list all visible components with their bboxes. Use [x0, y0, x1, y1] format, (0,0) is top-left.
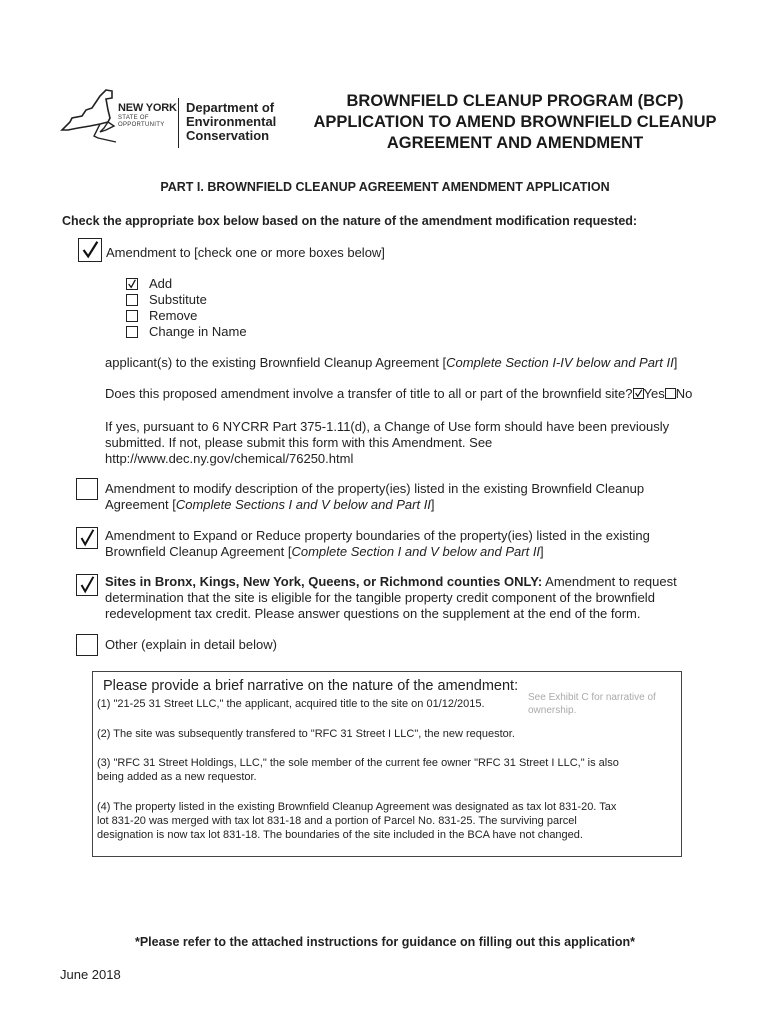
logo-department — [186, 101, 276, 143]
check-mark-icon — [79, 239, 101, 261]
narrative-paragraph-4 — [97, 800, 616, 842]
expand-line-1: Amendment to Expand or Reduce property boundaries of the property(ies) listed in the existing — [105, 528, 650, 543]
dept-line-3: Conservation — [186, 128, 270, 143]
amendment-to-checkbox[interactable] — [78, 238, 102, 262]
dept-line-2: Environmental — [186, 114, 277, 129]
logo-divider — [178, 98, 179, 148]
applicants-text-close: ] — [673, 355, 678, 370]
sites-tax-credit-checkbox[interactable] — [76, 574, 98, 596]
transfer-no-checkbox[interactable] — [665, 388, 676, 399]
substitute-option-label: Substitute — [149, 292, 207, 307]
narrative-heading: Please provide a brief narrative on the nature of the amendment: — [103, 678, 519, 694]
title-line-3: AGREEMENT AND AMENDMENT — [386, 134, 644, 152]
add-option-label: Add — [149, 276, 173, 291]
change-name-checkbox[interactable] — [126, 326, 138, 338]
expand-line-2-plain: Brownfield Cleanup Agreement [ — [105, 544, 292, 559]
logo-state-name: NEW YORK — [118, 102, 177, 114]
expand-reduce-text — [105, 528, 650, 560]
sites-tax-credit-text — [105, 574, 677, 622]
narrative-paragraph-3 — [97, 756, 619, 784]
sites-line-3: redevelopment tax credit. Please answer questions on the supplement at the end of the form. — [105, 606, 641, 621]
transfer-question — [105, 386, 692, 402]
modify-line-2-italic: Complete Sections I and V below and Part II — [175, 497, 431, 512]
other-label: Other (explain in detail below) — [105, 637, 277, 652]
logo-state-subtitle — [118, 115, 165, 128]
modify-line-2 — [105, 497, 644, 513]
add-checkbox[interactable] — [126, 278, 138, 290]
modify-description-checkbox[interactable] — [76, 478, 98, 500]
sites-line-1-bold: Sites in Bronx, Kings, New York, Queens, or Richmond counties ONLY: — [105, 574, 543, 589]
logo-sub-line-2: OPPORTUNITY — [118, 121, 165, 128]
change-name-option-label: Change in Name — [149, 324, 247, 339]
if-yes-line-1: If yes, pursuant to 6 NYCRR Part 375-1.11(d), a Change of Use form should have been previously — [105, 419, 670, 434]
transfer-yes-checkbox[interactable] — [633, 388, 644, 399]
modify-description-text — [105, 481, 644, 513]
check-mark-icon — [634, 389, 643, 398]
sites-line-1 — [105, 574, 677, 590]
change-of-use-link[interactable]: http://www.dec.ny.gov/chemical/76250.html — [105, 451, 354, 466]
applicants-text-italic: Complete Section I-IV below and Part II — [446, 355, 674, 370]
amendment-to-label: Amendment to [check one or more boxes below] — [106, 245, 385, 260]
expand-line-2-close: ] — [540, 544, 544, 559]
narrative-p4-line-1: (4) The property listed in the existing Brownfield Cleanup Agreement was designated as tax lot 831-20. Tax — [97, 801, 617, 813]
modify-line-1: Amendment to modify description of the property(ies) listed in the existing Brownfield Cleanup — [105, 481, 645, 496]
modify-line-2-plain: Agreement [ — [105, 497, 176, 512]
check-instruction: Check the appropriate box below based on the nature of the amendment modification requested: — [62, 214, 638, 228]
logo-sub-line-1: STATE OF — [118, 115, 149, 121]
sites-line-2: determination that the site is eligible for the tangible property credit component of the brownfield — [105, 590, 655, 605]
dept-line-1: Department of — [186, 100, 275, 115]
narrative-paragraph-2: (2) The site was subsequently transfered to "RFC 31 Street I LLC", the new requestor. — [97, 728, 515, 740]
check-mark-icon — [77, 575, 97, 595]
narrative-paragraph-1: (1) "21-25 31 Street LLC," the applicant, acquired title to the site on 01/12/2015. — [97, 698, 485, 710]
remove-option-label: Remove — [149, 308, 198, 323]
expand-reduce-checkbox[interactable] — [76, 527, 98, 549]
document-title — [285, 91, 745, 154]
if-yes-paragraph — [105, 419, 669, 467]
expand-line-2 — [105, 544, 650, 560]
new-york-state-map-icon — [60, 88, 118, 146]
modify-line-2-close: ] — [430, 497, 435, 512]
check-mark-icon — [127, 279, 137, 289]
instructions-note: *Please refer to the attached instructions for guidance on filling out this application* — [134, 935, 636, 949]
form-date: June 2018 — [60, 967, 121, 982]
if-yes-line-2: submitted. If not, please submit this form with this Amendment. See — [105, 435, 493, 450]
check-mark-icon — [77, 528, 97, 548]
transfer-question-text: Does this proposed amendment involve a transfer of title to all or part of the brownfield site? — [105, 386, 633, 401]
narrative-p4-line-3: designation is now tax lot 831-18. The boundaries of the site included in the BCA have not changed. — [97, 829, 583, 841]
narrative-handwritten-note: See Exhibit C for narrative of ownership. — [528, 692, 656, 716]
transfer-yes-label: Yes — [643, 386, 665, 401]
other-checkbox[interactable] — [76, 634, 98, 656]
narrative-p3-line-1: (3) "RFC 31 Street Holdings, LLC," the sole member of the current fee owner "RFC 31 Street I LLC," is also — [97, 757, 619, 769]
applicants-text-plain: applicant(s) to the existing Brownfield Cleanup Agreement [ — [105, 355, 447, 370]
title-line-1: BROWNFIELD CLEANUP PROGRAM (BCP) — [346, 92, 684, 110]
applicants-text — [105, 355, 677, 371]
part-heading: PART I. BROWNFIELD CLEANUP AGREEMENT AMENDMENT APPLICATION — [160, 180, 610, 194]
narrative-p3-line-2: being added as a new requestor. — [97, 771, 257, 783]
title-line-2: APPLICATION TO AMEND BROWNFIELD CLEANUP — [313, 113, 717, 131]
narrative-p4-line-2: lot 831-20 was merged with tax lot 831-18 and a portion of Parcel No. 831-25. The surviving parcel — [97, 815, 577, 827]
remove-checkbox[interactable] — [126, 310, 138, 322]
sites-line-1-rest: Amendment to request — [542, 574, 677, 589]
substitute-checkbox[interactable] — [126, 294, 138, 306]
transfer-no-label: No — [675, 386, 693, 401]
expand-line-2-italic: Complete Section I and V below and Part II — [291, 544, 541, 559]
